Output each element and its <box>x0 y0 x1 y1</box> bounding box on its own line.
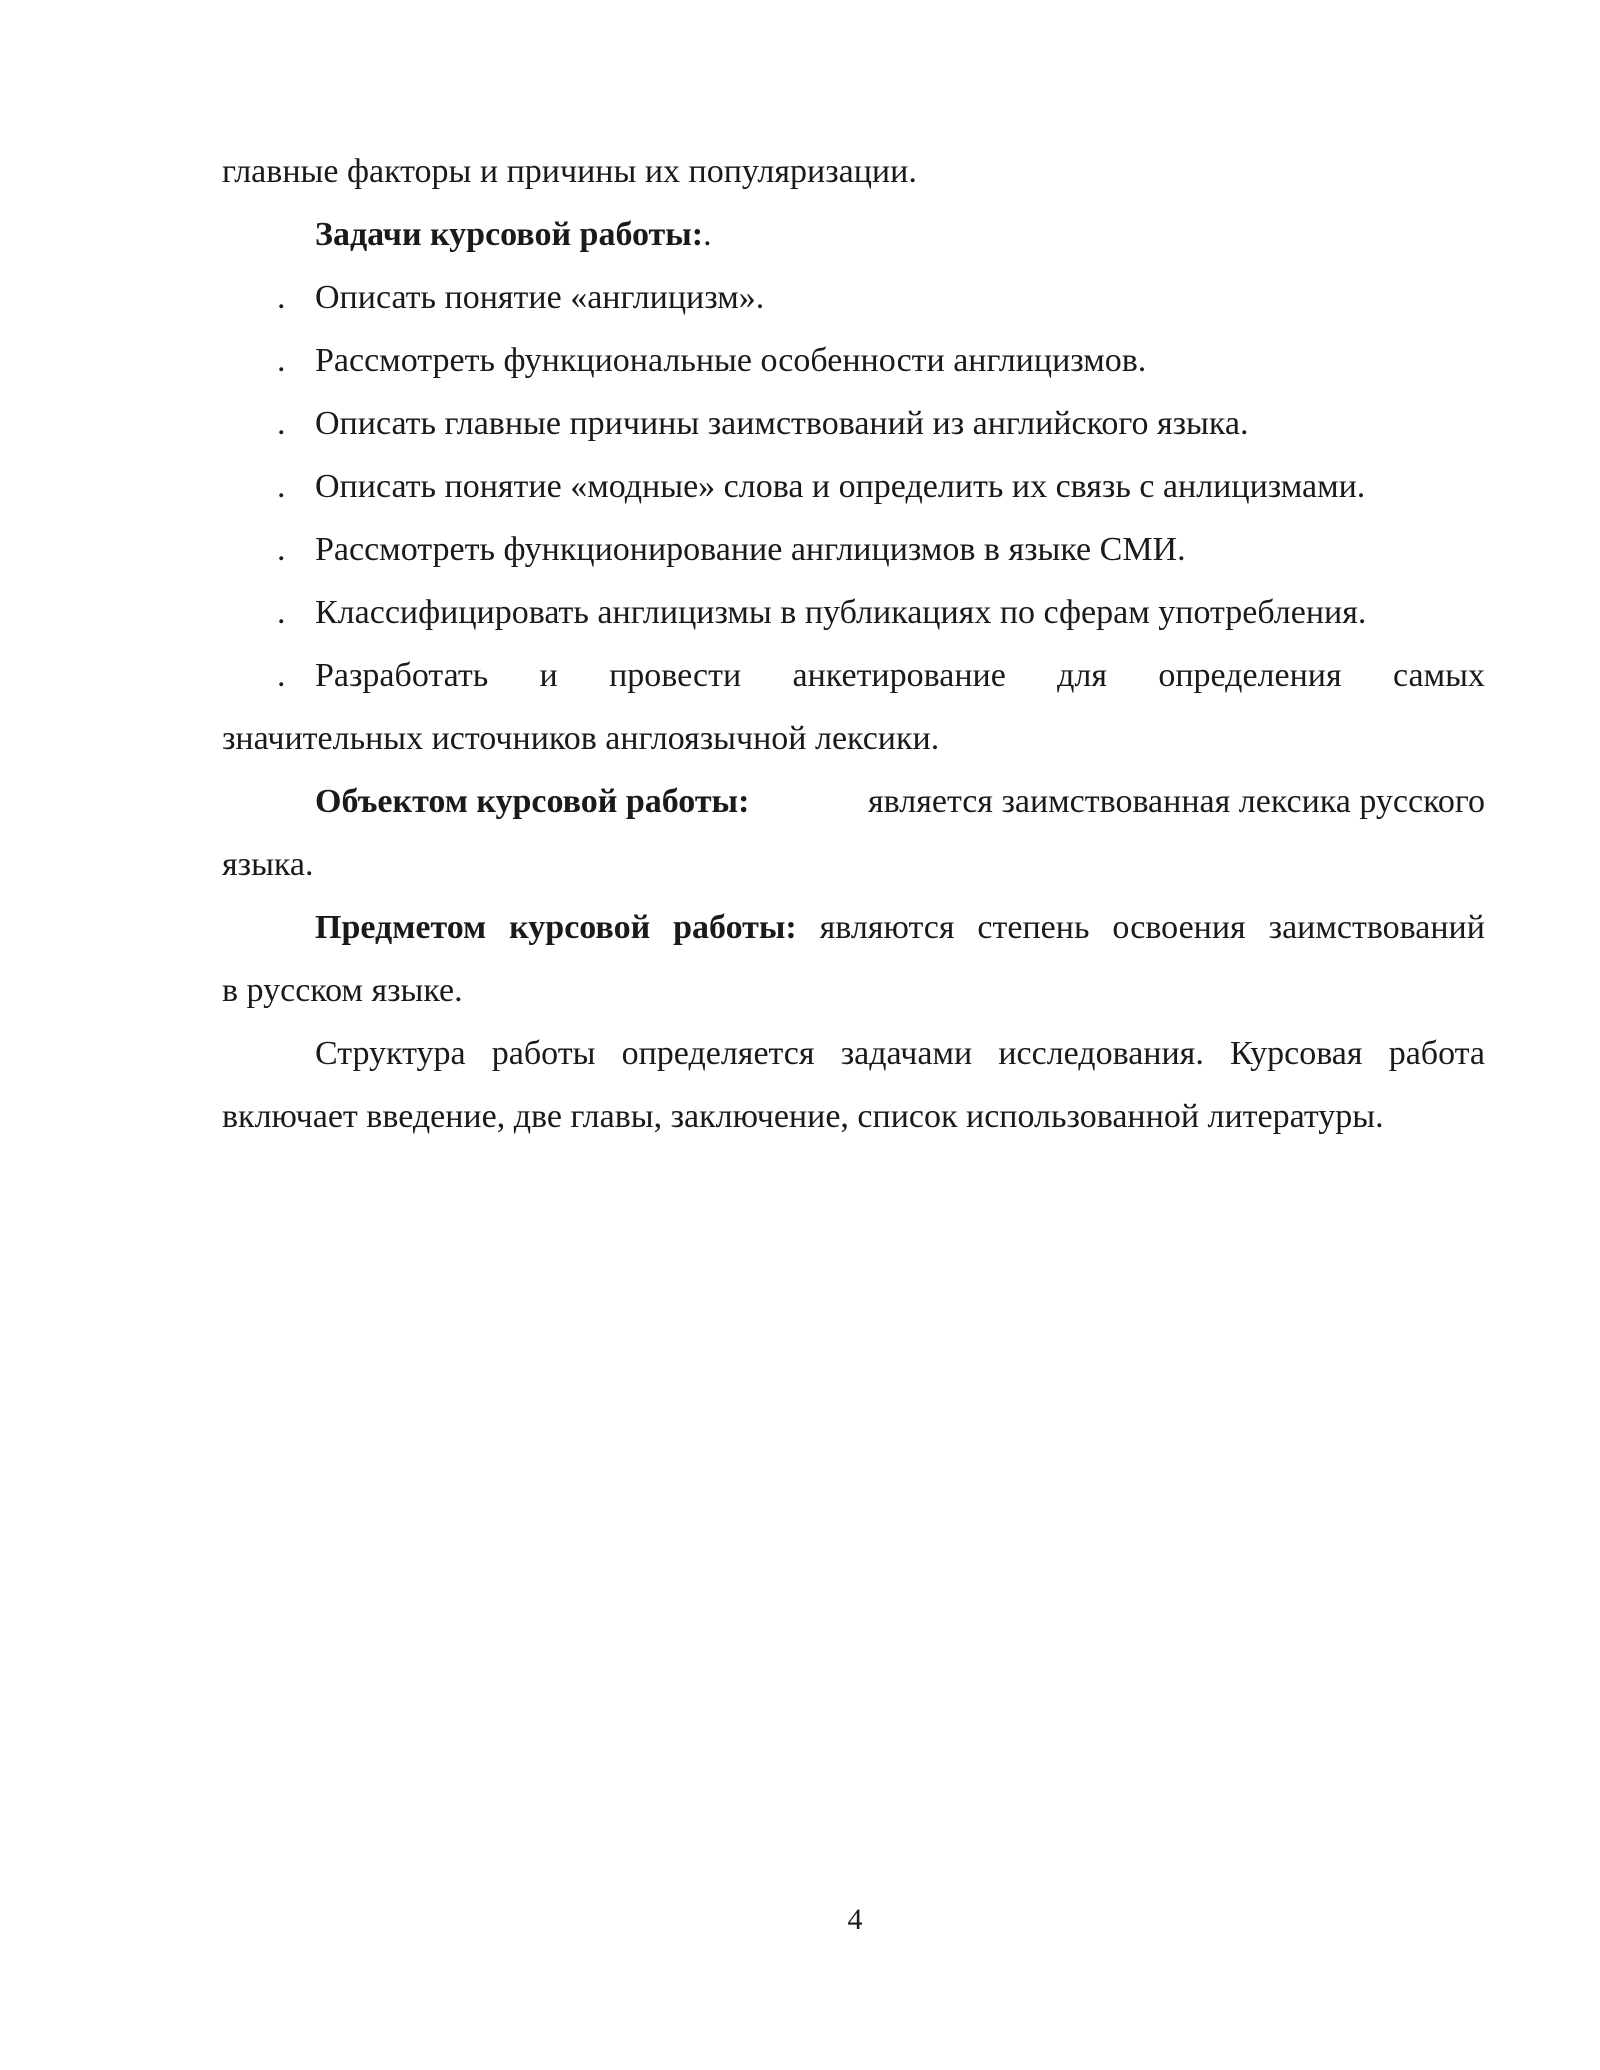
word: Разработать <box>315 657 489 694</box>
word: Структура <box>315 1035 466 1072</box>
word: определяется <box>621 1035 815 1072</box>
list-item-text: Рассмотреть функциональные особенности англицизмов. <box>315 342 1147 379</box>
word: являются <box>819 909 955 946</box>
word: Курсовая <box>1229 1035 1363 1072</box>
list-item <box>222 329 1485 392</box>
word: курсовой <box>509 909 651 946</box>
word: работа <box>1388 1035 1485 1072</box>
word: освоения <box>1112 909 1246 946</box>
list-item-text: Описать главные причины заимствований из английского языка. <box>315 405 1249 442</box>
word: провести <box>609 657 742 694</box>
tasks-heading-label: Задачи курсовой работы: <box>315 216 704 253</box>
bullet-mark: . <box>277 279 286 316</box>
bullet-mark: . <box>277 342 286 379</box>
tasks-heading-suffix: . <box>703 216 712 253</box>
word: задачами <box>840 1035 973 1072</box>
list-item-text: Описать понятие «модные» слова и определить их связь с анлицизмами. <box>315 468 1366 505</box>
object-paragraph <box>222 770 1485 833</box>
list-item-justified <box>222 644 1485 707</box>
word: для <box>1057 657 1108 694</box>
word: Предметом <box>315 909 487 946</box>
word: работы: <box>673 909 797 946</box>
word: исследования. <box>998 1035 1204 1072</box>
list-item-text: Описать понятие «англицизм». <box>315 279 765 316</box>
bullet-mark: . <box>277 657 286 694</box>
object-label: Объектом курсовой работы: <box>315 783 750 820</box>
word: заимствований <box>1268 909 1485 946</box>
word: работы <box>491 1035 596 1072</box>
list-item-text: Рассмотреть функционирование англицизмов в языке СМИ. <box>315 531 1186 568</box>
list-item-continuation: значительных источников англоязычной лексики. <box>222 720 940 757</box>
list-item <box>222 266 1485 329</box>
bullet-mark: . <box>277 405 286 442</box>
bullet-mark: . <box>277 468 286 505</box>
bullet-mark: . <box>277 531 286 568</box>
list-item <box>222 518 1485 581</box>
list-item <box>222 455 1485 518</box>
list-item-text: Классифицировать англицизмы в публикациях по сферам употребления. <box>315 594 1367 631</box>
word: определения <box>1158 657 1342 694</box>
structure-continuation: включает введение, две главы, заключение, список использованной литературы. <box>222 1098 1384 1135</box>
word: и <box>539 657 558 694</box>
word: анкетирование <box>792 657 1006 694</box>
word: самых <box>1392 657 1485 694</box>
list-item <box>222 581 1485 644</box>
page-number: 4 <box>847 1903 863 1936</box>
subject-continuation: в русском языке. <box>222 972 463 1009</box>
tasks-heading <box>222 203 1485 266</box>
subject-paragraph <box>222 896 1485 959</box>
list-item <box>222 392 1485 455</box>
object-text: является заимствованная лексика русского <box>868 783 1485 820</box>
object-continuation: языка. <box>222 846 314 883</box>
body-text <box>222 140 1485 1148</box>
word: степень <box>977 909 1090 946</box>
bullet-mark: . <box>277 594 286 631</box>
intro-line: главные факторы и причины их популяризации. <box>222 153 917 190</box>
structure-paragraph <box>222 1022 1485 1085</box>
